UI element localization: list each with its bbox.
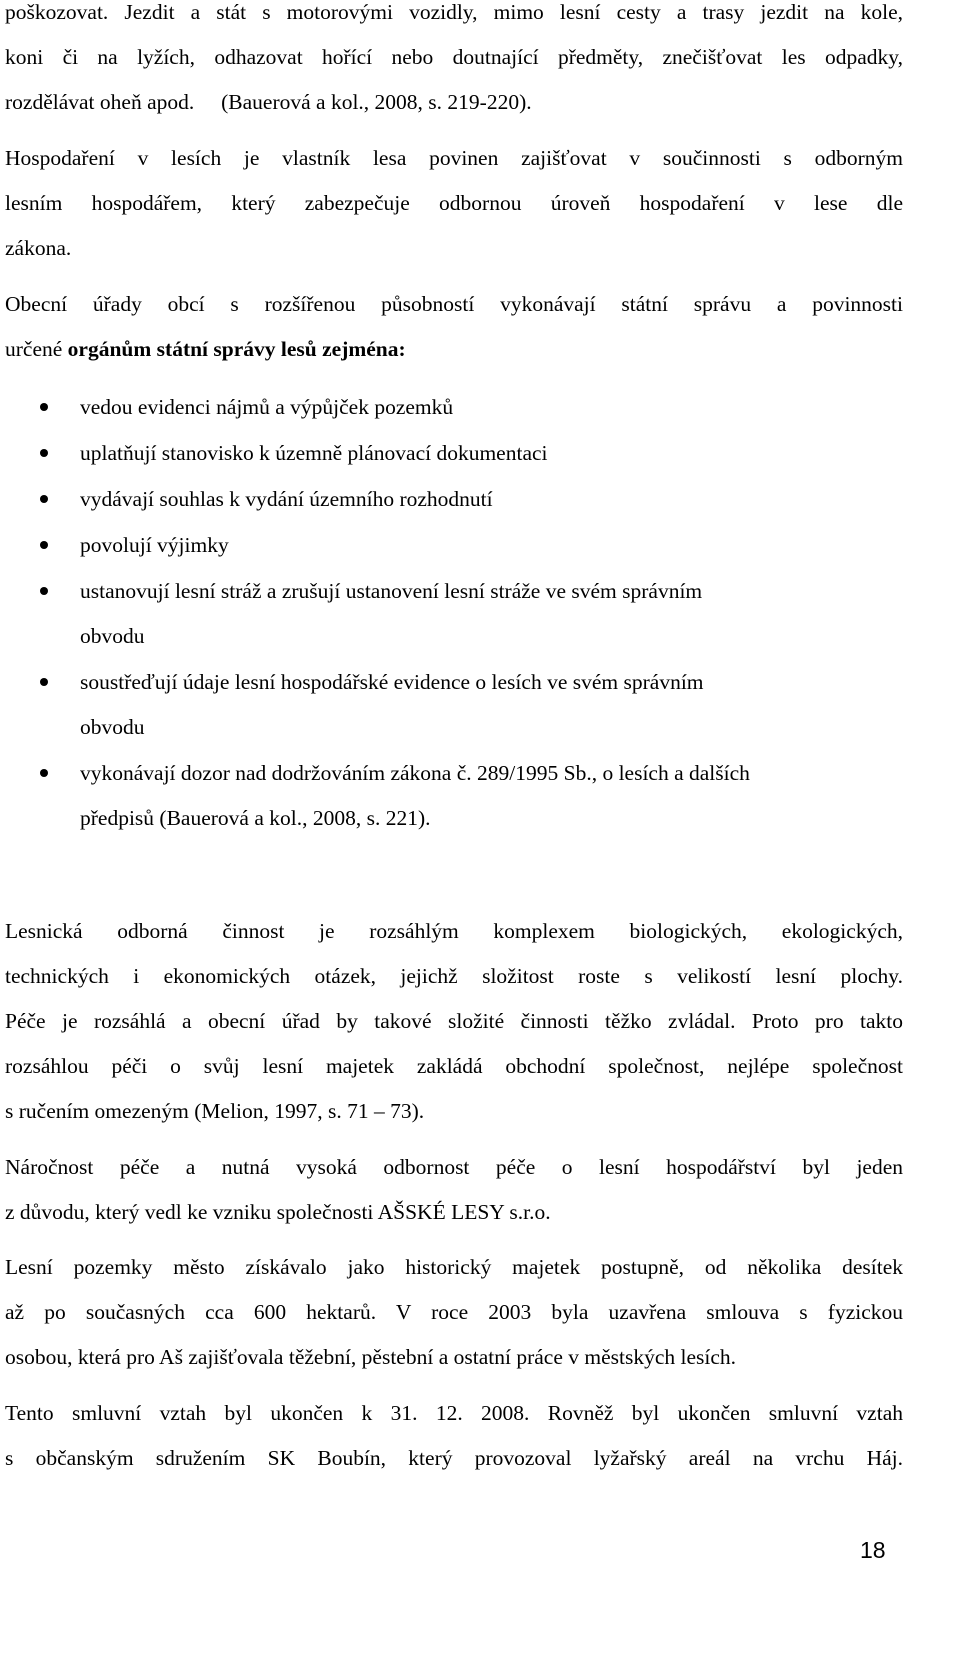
list-item-continuation: obvodu — [80, 715, 145, 739]
text-line: Péče je rozsáhlá a obecní úřad by takové složité činnosti těžko zvládal. Proto pro takto — [5, 1009, 903, 1033]
bullet-icon — [40, 769, 48, 777]
text-line: osobou, která pro Aš zajišťovala těžební, pěstební a ostatní práce v městských lesích. — [5, 1345, 737, 1369]
list-item: vedou evidenci nájmů a výpůjček pozemků — [80, 395, 454, 419]
text-line: Lesní pozemky město získávalo jako historický majetek postupně, od několika desítek — [5, 1255, 903, 1279]
text-line: poškozovat. Jezdit a stát s motorovými vozidly, mimo lesní cesty a trasy jezdit na kole, — [5, 0, 903, 24]
text-line: až po současných cca 600 hektarů. V roce 2003 byla uzavřena smlouva s fyzickou — [5, 1300, 903, 1324]
list-item: vydávají souhlas k vydání územního rozhodnutí — [80, 487, 493, 511]
text-line: rozdělávat oheň apod. (Bauerová a kol., 2008, s. 219-220). — [5, 90, 532, 114]
text-line: rozsáhlou péči o svůj lesní majetek zakládá obchodní společnost, nejlépe společnost — [5, 1054, 903, 1078]
bullet-icon — [40, 403, 48, 411]
bullet-icon — [40, 495, 48, 503]
bullet-icon — [40, 449, 48, 457]
list-item-continuation: předpisů (Bauerová a kol., 2008, s. 221). — [80, 806, 431, 830]
text-line: Tento smluvní vztah byl ukončen k 31. 12. 2008. Rovněž byl ukončen smluvní vztah — [5, 1401, 903, 1425]
text-line: s občanským sdružením SK Boubín, který provozoval lyžařský areál na vrchu Háj. — [5, 1446, 903, 1470]
text-line: koni či na lyžích, odhazovat hořící nebo doutnající předměty, znečišťovat les odpadky, — [5, 45, 903, 69]
text-line: Obecní úřady obcí s rozšířenou působností vykonávají státní správu a povinnosti — [5, 292, 903, 316]
text-span: určené — [5, 337, 68, 361]
bullet-icon — [40, 541, 48, 549]
bullet-icon — [40, 587, 48, 595]
list-item: povolují výjimky — [80, 533, 229, 557]
list-item-continuation: obvodu — [80, 624, 145, 648]
text-line: z důvodu, který vedl ke vzniku společnosti AŠSKÉ LESY s.r.o. — [5, 1200, 551, 1224]
list-item: ustanovují lesní stráž a zrušují ustanovení lesní stráže ve svém správním — [80, 579, 703, 603]
text-line: technických i ekonomických otázek, jejichž složitost roste s velikostí lesní plochy. — [5, 964, 903, 988]
text-line: Hospodaření v lesích je vlastník lesa povinen zajišťovat v součinnosti s odborným — [5, 146, 903, 170]
text-line: Náročnost péče a nutná vysoká odbornost péče o lesní hospodářství byl jeden — [5, 1155, 903, 1179]
list-item: uplatňují stanovisko k územně plánovací dokumentaci — [80, 441, 548, 465]
text-line: s ručením omezeným (Melion, 1997, s. 71 – 73). — [5, 1099, 425, 1123]
list-item: vykonávají dozor nad dodržováním zákona č. 289/1995 Sb., o lesích a dalších — [80, 761, 750, 785]
text-line: lesním hospodářem, který zabezpečuje odbornou úroveň hospodaření v lese dle — [5, 191, 903, 215]
text-line: zákona. — [5, 236, 72, 260]
text-line — [5, 335, 406, 363]
bold-text: orgánům státní správy lesů zejména: — [67, 337, 406, 361]
list-item: soustřeďují údaje lesní hospodářské evidence o lesích ve svém správním — [80, 670, 704, 694]
bullet-icon — [40, 678, 48, 686]
page-number: 18 — [860, 1537, 886, 1563]
text-line: Lesnická odborná činnost je rozsáhlým komplexem biologických, ekologických, — [5, 919, 903, 943]
